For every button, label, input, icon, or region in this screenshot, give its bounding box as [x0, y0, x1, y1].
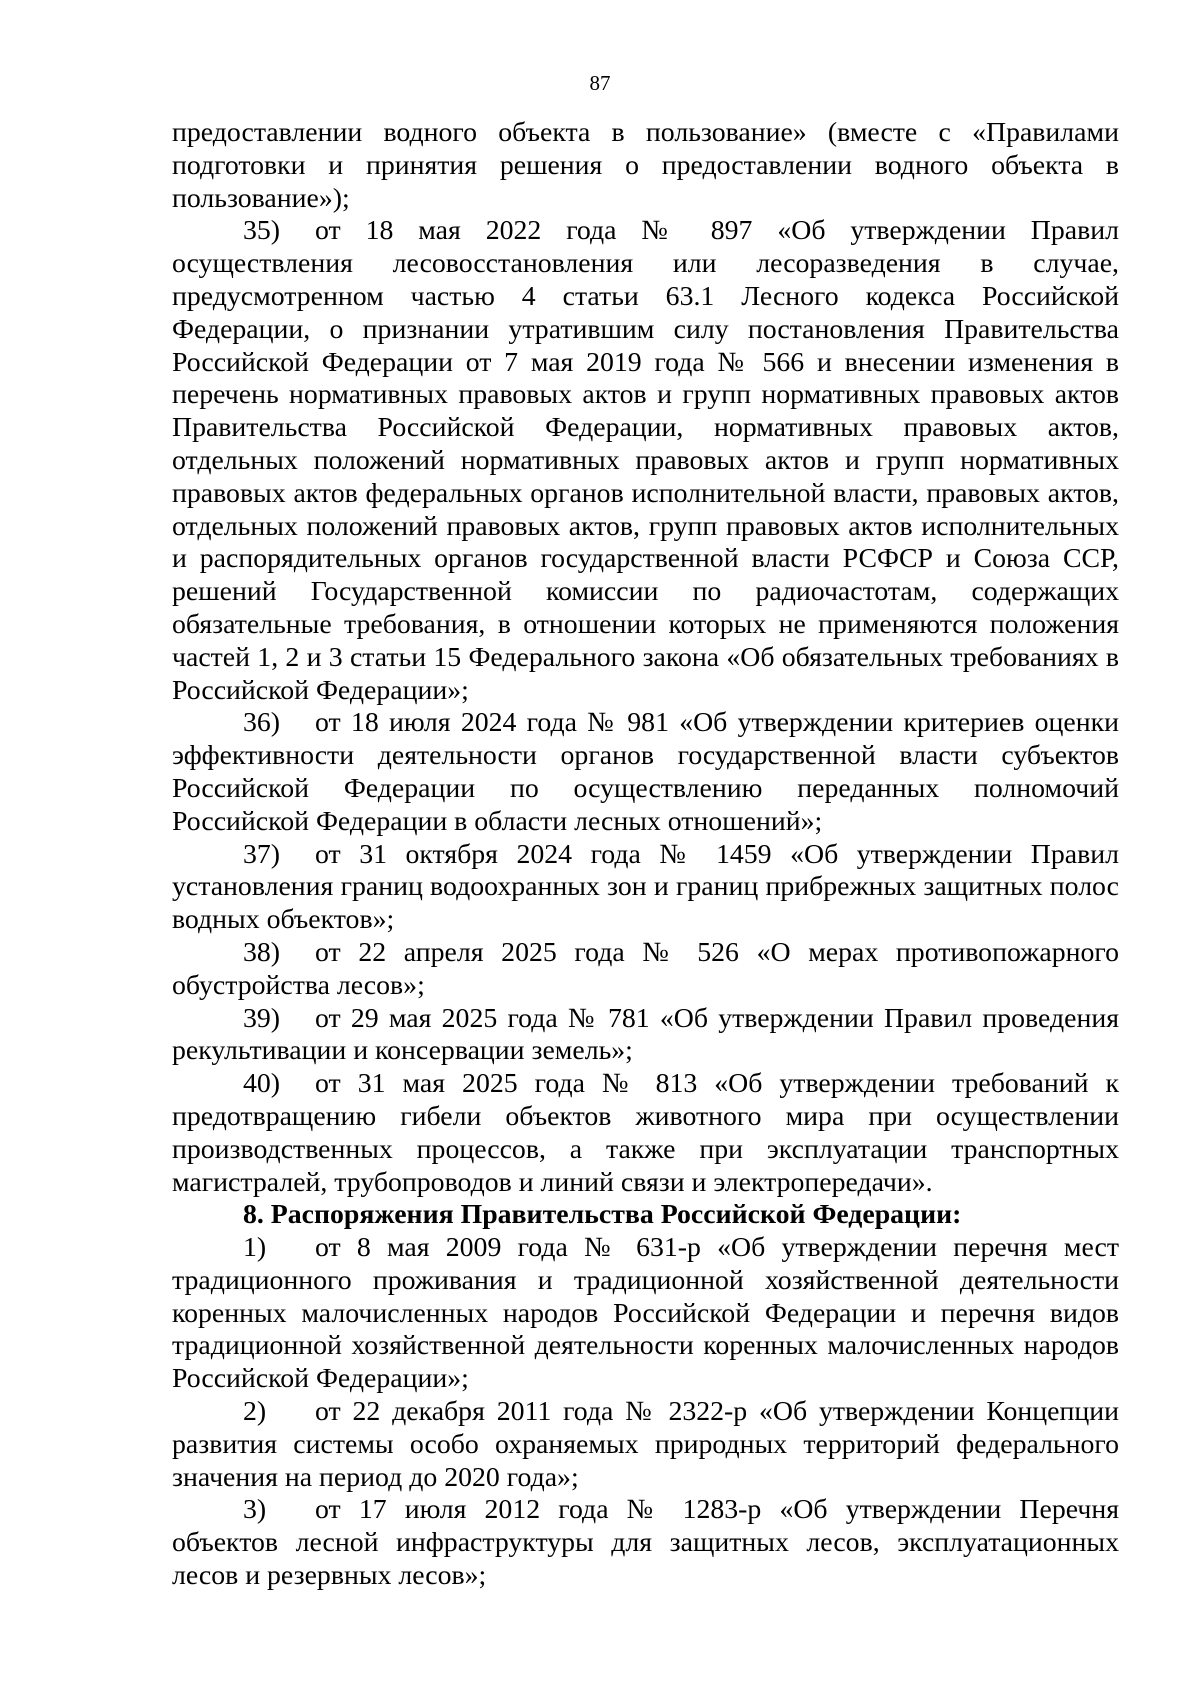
list-item-37: [172, 839, 1119, 937]
list-item-36: [172, 707, 1119, 838]
page-number: 87: [589, 71, 611, 95]
list-item-text: от 22 декабря 2011 года № 2322-р «Об утверждении Концепции развития системы особо охраняемых природных территорий федерального значения на период до 2020 года»;: [172, 1396, 1119, 1493]
section-heading: 8. Распоряжения Правительства Российской Федерации:: [243, 1199, 962, 1231]
list-item-38: [172, 937, 1119, 1003]
list-item-number: 38): [243, 936, 281, 968]
section-8-item-3: [172, 1494, 1119, 1592]
section-8-item-2: [172, 1396, 1119, 1494]
list-item-text: от 29 мая 2025 года № 781 «Об утверждении Правил проведения рекультивации и консервации земель»;: [172, 1002, 1119, 1067]
list-item-number: 39): [243, 1002, 281, 1034]
list-item-text: от 22 апреля 2025 года № 526 «О мерах противопожарного обустройства лесов»;: [172, 936, 1119, 1001]
list-item-number: 36): [243, 707, 281, 739]
list-item-39: [172, 1003, 1119, 1069]
list-item-text: от 17 июля 2012 года № 1283-р «Об утверждении Перечня объектов лесной инфраструктуры для защитных лесов, эксплуатационных лесов и резервных лесов»;: [172, 1494, 1119, 1592]
list-item-number: 3): [243, 1494, 267, 1526]
list-item-text: от 31 октября 2024 года № 1459 «Об утверждении Правил установления границ водоохранных зон и границ прибрежных защитных полос водных объектов»;: [172, 838, 1119, 936]
section-8-item-1: [172, 1232, 1119, 1396]
list-item-number: 2): [243, 1396, 267, 1428]
list-item-number: 40): [243, 1068, 281, 1100]
list-item-number: 1): [243, 1232, 267, 1264]
list-item-number: 35): [243, 215, 281, 247]
list-item-35: [172, 215, 1119, 707]
list-item-text: от 18 июля 2024 года № 981 «Об утверждении критериев оценки эффективности деятельности органов государственной власти субъектов Российской Федерации по осуществлению переданных полномочий Российской Федерации в области лесных отношений»;: [172, 707, 1119, 837]
list-item-40: [172, 1068, 1119, 1199]
continuation-paragraph: предоставлении водного объекта в пользование» (вместе с «Правилами подготовки и принятия решения о предоставлении водного объекта в пользование»);: [172, 117, 1119, 214]
list-item-text: от 18 мая 2022 года № 897 «Об утверждении Правил осуществления лесовосстановления или лесоразведения в случае, предусмотренном частью 4 статьи 63.1 Лесного кодекса Российской Федерации, о признании утратившим силу постановления Правительства Российской Федерации от 7 мая 2019 года № 566 и внесении изменения в перечень нормативных правовых актов и групп нормативных правовых актов Правительства Российской Федерации, нормативных правовых актов, отдельных положений нормативных правовых актов и групп нормативных правовых актов федеральных органов исполнительной власти, правовых актов, отдельных положений правовых актов, групп правовых актов исполнительных и распорядительных органов государственной власти РСФСР и Союза ССР, решений Государственной комиссии по радиочастотам, содержащих обязательные требования, в отношении которых не применяются положения частей 1, 2 и 3 статьи 15 Федерального закона «Об обязательных требованиях в Российской Федерации»;: [172, 215, 1119, 706]
list-item-number: 37): [243, 838, 281, 870]
document-body: [172, 117, 1119, 1593]
list-item-text: от 31 мая 2025 года № 813 «Об утверждении требований к предотвращению гибели объектов животного мира при осуществлении производственных процессов, а также при эксплуатации транспортных магистралей, трубопроводов и линий связи и электропередачи».: [172, 1068, 1119, 1198]
list-item-text: от 8 мая 2009 года № 631-р «Об утверждении перечня мест традиционного проживания и традиционной хозяйственной деятельности коренных малочисленных народов Российской Федерации и перечня видов традиционной хозяйственной деятельности коренных малочисленных народов Российской Федерации»;: [172, 1232, 1119, 1395]
